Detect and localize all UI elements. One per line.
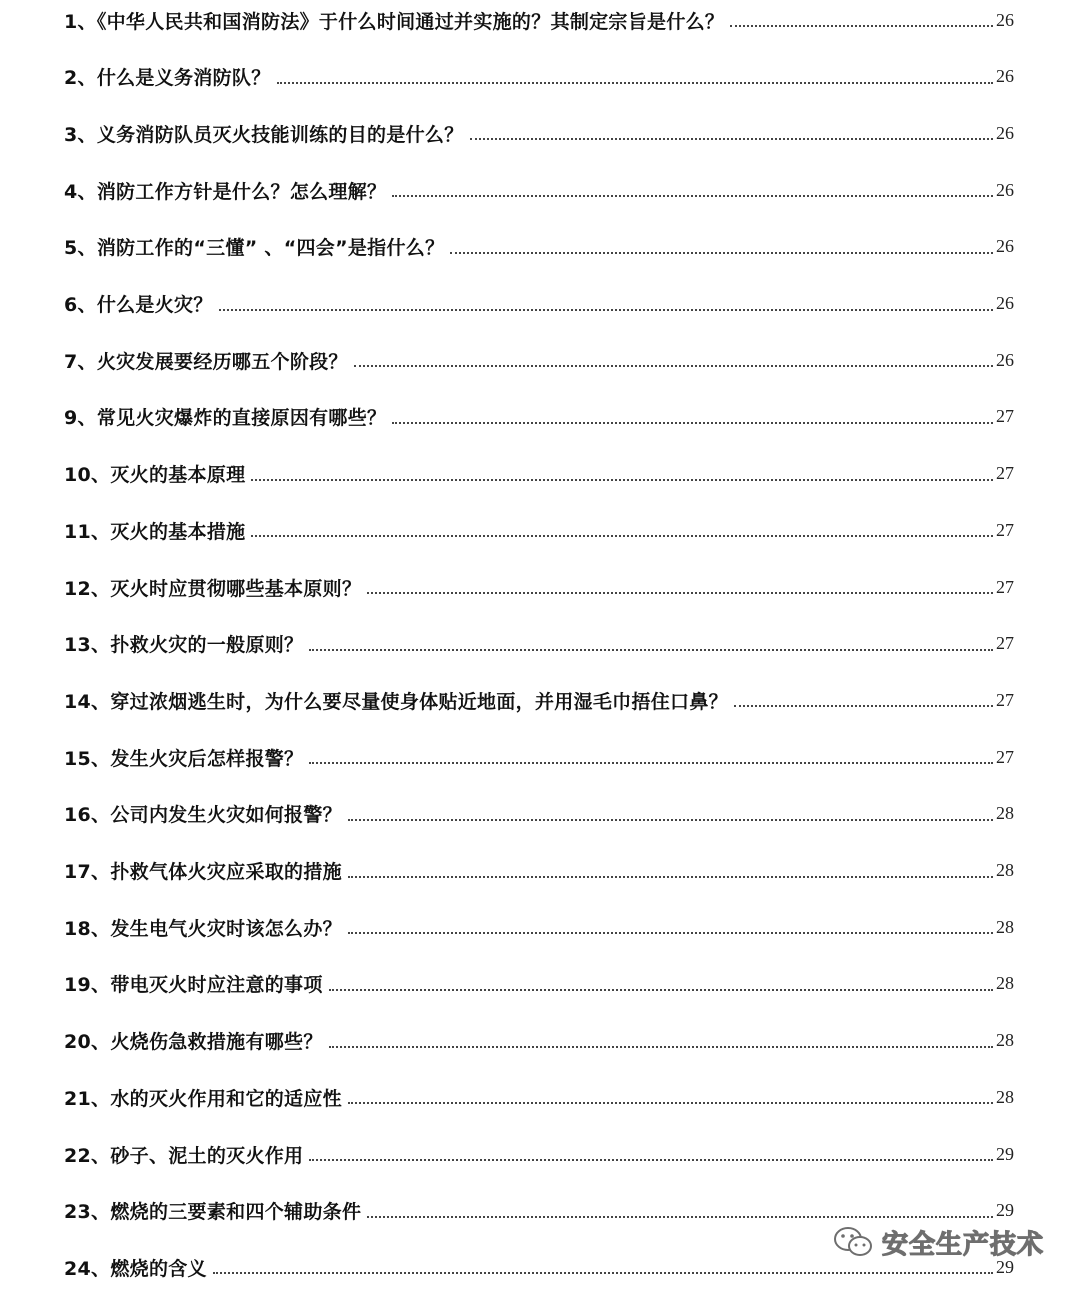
toc-entry[interactable] [64, 340, 1014, 380]
toc-entry[interactable] [64, 1134, 1014, 1174]
toc-dot-leader [329, 1046, 993, 1048]
toc-entry-title: 21、水的灭火作用和它的适应性 [64, 1087, 342, 1110]
toc-entry-page: 28 [996, 916, 1014, 937]
toc-entry-page: 28 [996, 973, 1014, 994]
toc-dot-leader [392, 195, 993, 197]
toc-dot-leader [734, 705, 993, 707]
toc-entry[interactable] [64, 113, 1014, 153]
toc-dot-leader [348, 932, 993, 934]
toc-entry-page: 28 [996, 1086, 1014, 1107]
toc-entry-title: 14、穿过浓烟逃生时，为什么要尽量使身体贴近地面，并用湿毛巾捂住口鼻？ [64, 690, 728, 713]
toc-entry[interactable] [64, 397, 1014, 437]
watermark [832, 1222, 1044, 1262]
toc-dot-leader [277, 82, 993, 84]
toc-dot-leader [213, 1272, 993, 1274]
toc-dot-leader [392, 422, 993, 424]
toc-entry-title: 13、扑救火灾的一般原则？ [64, 634, 304, 657]
toc-entry[interactable] [64, 737, 1014, 777]
toc-entry-title: 15、发生火灾后怎样报警？ [64, 747, 304, 770]
toc-entry[interactable] [64, 1077, 1014, 1117]
toc-entry-page: 26 [996, 9, 1014, 30]
toc-entry[interactable] [64, 1021, 1014, 1061]
toc-entry-page: 27 [996, 633, 1014, 654]
toc-dot-leader [470, 138, 993, 140]
toc-entry-title: 3、义务消防队员灭火技能训练的目的是什么？ [64, 123, 464, 146]
toc-entry[interactable] [64, 227, 1014, 267]
toc-dot-leader [219, 309, 993, 311]
toc-entry-page: 26 [996, 236, 1014, 257]
toc-entry-page: 27 [996, 576, 1014, 597]
toc-entry-page: 26 [996, 66, 1014, 87]
toc-dot-leader [309, 762, 993, 764]
toc-entry[interactable] [64, 680, 1014, 720]
toc-entry-title: 7、火灾发展要经历哪五个阶段？ [64, 350, 348, 373]
toc-entry-title: 12、灭火时应贯彻哪些基本原则？ [64, 577, 362, 600]
toc-entry-page: 28 [996, 860, 1014, 880]
toc-entry[interactable] [64, 964, 1014, 1004]
toc-dot-leader [251, 479, 993, 481]
toc-entry-page: 28 [996, 1030, 1014, 1051]
toc-entry-page: 26 [996, 349, 1014, 370]
toc-entry-page: 27 [996, 406, 1014, 427]
toc-entry-title: 11、灭火的基本措施 [64, 520, 246, 543]
toc-entry[interactable] [64, 0, 1014, 40]
toc-entry-page: 28 [996, 803, 1014, 824]
toc-dot-leader [348, 876, 993, 878]
toc-dot-leader [329, 989, 993, 991]
toc-entry-page: 29 [996, 1200, 1014, 1221]
toc-entry-page: 27 [996, 519, 1014, 540]
toc-entry[interactable] [64, 851, 1014, 891]
toc-entry-page: 26 [996, 179, 1014, 200]
toc-entry-title: 17、扑救气体火灾应采取的措施 [64, 861, 342, 883]
watermark-text: 安全生产技术 [882, 1229, 1045, 1260]
toc-entry-page: 29 [996, 1143, 1014, 1164]
toc-dot-leader [367, 1216, 993, 1218]
toc-dot-leader [348, 819, 993, 821]
toc-dot-leader [309, 649, 993, 651]
toc-dot-leader [251, 535, 993, 537]
toc-dot-leader [348, 1102, 993, 1104]
toc-dot-leader [309, 1159, 993, 1161]
toc-entry[interactable] [64, 567, 1014, 607]
toc-entry[interactable] [64, 907, 1014, 947]
toc-entry-page: 29 [996, 1256, 1014, 1277]
toc-entry-title: 2、什么是义务消防队？ [64, 67, 271, 90]
toc-entry[interactable] [64, 170, 1014, 210]
toc-dot-leader [450, 252, 993, 254]
toc-entry-title: 1、《中华人民共和国消防法》于什么时间通过并实施的？其制定宗旨是什么？ [64, 10, 725, 33]
toc-entry-title: 4、消防工作方针是什么？怎么理解？ [64, 180, 387, 203]
toc-entry[interactable] [64, 624, 1014, 664]
toc-entry-page: 26 [996, 122, 1014, 143]
toc-entry-title: 23、燃烧的三要素和四个辅助条件 [64, 1201, 362, 1224]
toc-dot-leader [730, 25, 993, 27]
toc-dot-leader [367, 592, 993, 594]
toc-entry-page: 26 [996, 293, 1014, 313]
toc-entry-page: 27 [996, 689, 1014, 710]
toc-entry-title: 19、带电灭火时应注意的事项 [64, 974, 323, 997]
toc-entry[interactable] [64, 57, 1014, 97]
toc-entry-title: 18、发生电气火灾时该怎么办？ [64, 917, 342, 940]
toc-entry-title: 20、火烧伤急救措施有哪些？ [64, 1031, 323, 1054]
toc-dot-leader [354, 365, 993, 367]
toc-entry-title: 10、灭火的基本原理 [64, 464, 246, 487]
toc-entry[interactable] [64, 284, 1014, 324]
toc-entry[interactable] [64, 510, 1014, 550]
toc-entry-title: 22、砂子、泥土的灭火作用 [64, 1144, 304, 1167]
toc-entry[interactable] [64, 454, 1014, 494]
toc-entry-page: 27 [996, 746, 1014, 767]
toc-entry-title: 5、消防工作的“三懂” 、“四会”是指什么？ [64, 237, 445, 260]
toc-entry-title: 16、公司内发生火灾如何报警？ [64, 804, 342, 827]
toc-entry[interactable] [64, 794, 1014, 834]
toc-entry-title: 6、什么是火灾？ [64, 294, 213, 316]
toc-entry-page: 27 [996, 463, 1014, 484]
toc-entry-title: 9、常见火灾爆炸的直接原因有哪些？ [64, 407, 387, 430]
toc-entry-title: 24、燃烧的含义 [64, 1257, 207, 1280]
wechat-icon [832, 1224, 876, 1260]
